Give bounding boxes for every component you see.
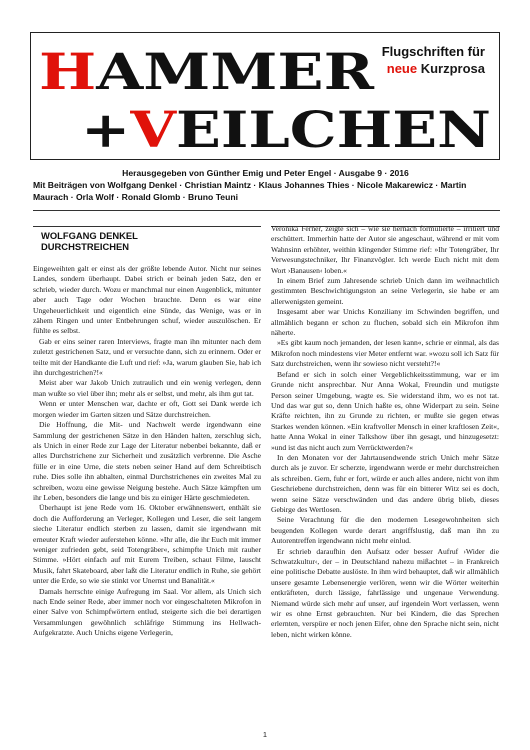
subtitle-line-1: Flugschriften für <box>381 44 485 59</box>
logo-line-1: H A M M E R <box>39 42 366 101</box>
paragraph: Damals herrschte einige Aufregung im Saal. Vor allem, als Unich sich nach Ende seiner Rede, aber immer noch vor eingeschalteten Mikrofon in einer Salve von Schimpfwörtern entlud, steigerte sich die bei derartigen Versammlungen gewöhnlich schläfrige Stimmung ins Hellwach-Aufgekratzte. Auch Unichs eigene Verlegerin, <box>33 586 261 638</box>
paragraph: In den Monaten vor der Jahrtausendwende strich Unich mehr Sätze durch als je zuvor. Er scherzte, irgendwann werde er mehr durchstreichen als schreiben. Gern, fuhr er fort, würde er auch alles andere, nicht von ihm Geschriebene durchstreichen, denn was für ein bitterer Witz sei es doch, wenn seine Sätze verschwänden und das andere übrig blieb, dieses Gebirge des Wertlosen. <box>271 452 499 514</box>
paragraph: Eingeweihten galt er einst als der größte lebende Autor. Nicht nur seines Landes, sondern überhaupt. Dabei strich er beinah jeden Satz, den er schrieb, wieder durch. Wozu er manchmal nur einen Augenblick, mitunter aber auch Tage oder Wochen brauchte. Denn es war eine Ungeheuerlichkeit und eigentlich eine Sünde, das Wenige, was er in zähem Ringen und unter Entbehrungen schuf, wieder auszulöschen. Er fühlte es selbst. <box>33 264 261 336</box>
credits-line-2: Mit Beiträgen von Wolfgang Denkel · Christian Maintz · Klaus Johannes Thies · Nicole Makarewicz · Martin <box>33 180 467 190</box>
masthead <box>30 32 500 160</box>
credits-line-3: Maurach · Orla Wolf · Ronald Glomb · Bruno Teuni <box>33 192 238 202</box>
paragraph: Gab er eins seiner raren Interviews, fragte man ihn mitunter nach dem zuletzt gestrichenen Satz, und er versuchte dann, sich zu erinnern. Oder er teilte mit der Handkante die Luft und rief: »Ja, warum glauben Sie, hab ich ihn durchgestrichen?!« <box>33 336 261 378</box>
page-number: 1 <box>262 730 268 739</box>
subtitle-rest: Kurzprosa <box>417 61 485 76</box>
paragraph: Befand er sich in solch einer Vergeblichkeitsstimmung, war er im Grunde nicht ansprechbar. Nur Anna Wokal, Freundin und mutigste Person seiner Umgebung, wagte es. Sie widerstand ihm, wo es not tat. Und das war gut so, denn Unich haßte es, ohne Widerpart zu sein. Seine Kräfte reichten, ihn zu Grunde zu richten, er mußte sie gegen etwas Starkes wenden können. »Ein kraftvoller Mensch in einer kraftlosen Zeit«, hatte Anna Wokal in einer Talkshow über ihn gesagt, und hinzugesetzt: »und ist das nicht auch zum Verrücktwerden?« <box>271 369 499 452</box>
paragraph: Die Hoffnung, die Mit- und Nachwelt werde irgendwann eine Sammlung der gestrichenen Sätze in den Händen halten, zerschlug sich, als Unich in einer Rede zur Lage der Literatur nebenbei bekannte, daß er alles Durchstrichene zur Sicherheit und zusätzlich verbrenne. Die Asche fülle er in eine Urne, die stets neben seiner Hand auf dem Schreibtisch ruhe. Dies solle ihn abhalten, einmal Durchstrichenes ein zweites Mal zu schreiben, wozu eine gewisse Neigung bestehe. Auch Sätze kämpften um ihr Leben, besonders die lange und bis zu einiger Härte geschmiedeten. <box>33 420 261 502</box>
paragraph: Insgesamt aber war Unichs Konziliany im Schwinden begriffen, und allmählich begann er schon zu fluchen, sobald sich ein Mikrofon ihm näherte. <box>271 307 499 338</box>
credits <box>33 167 498 203</box>
subtitle-red-word: neue <box>386 61 418 76</box>
paragraph: Er schrieb daraufhin den Aufsatz oder besser Aufruf ›Wider die Schwatzkultur‹, der – in Deutschland nahezu mißachtet – in Frankreich eine politische Debatte auslöste. In ihm wird behauptet, daß wir allmählich unsere gesamte Lebensenergie verlören, wenn wir die Wörter weiterhin entkräfteten, durch lässige, fahrlässige und ungenaue Verwendung. Niemand würde sich mehr auf unser, auf irgendein Wort verlassen, wenn wir es ohne Ernst gebrauchten. Nur bei Kindern, die das Sprechen erlernten, verspüre er noch jenen Eifer, ohne den Sprache nicht sein, nicht leben, nicht wirken könne. <box>271 546 499 639</box>
credits-line-1: Herausgegeben von Günther Emig und Peter Engel · Ausgabe 9 · 2016 <box>122 168 409 178</box>
subtitle-line-2 <box>382 60 485 77</box>
article-heading <box>33 230 261 252</box>
paragraph: »Es gibt kaum noch jemanden, der lesen kann«, schrie er einmal, als das Mikrofon noch mindestens vier Meter entfernt war. »wozu soll ich Satz für Satz durchstreichen, wenn ihr sowieso nicht versteht?!« <box>271 338 499 369</box>
divider-rule <box>33 210 500 211</box>
right-paragraphs <box>271 224 499 640</box>
paragraph: Wenn er unter Menschen war, dachte er oft, Gott sei Dank werde ich morgen wieder im Garten sitzen und Sätze durchstreichen. <box>33 399 261 419</box>
article-column-left <box>33 224 261 639</box>
left-paragraphs <box>33 264 261 639</box>
article-author: WOLFGANG DENKEL <box>41 230 138 241</box>
paragraph: Überhaupt ist jene Rede vom 16. Oktober erwähnenswert, enthält sie doch die Aufforderung an Verleger, Kollegen und Leser, die seit langem sieche Literatur endlich sterben zu lassen, damit sie irgendwann mit erneuter Kraft wieder auferstehen könne. »Ihr alle, die ihr Euch mit immer weniger zufrieden gebt, seid Totengräber«, schimpfte Unich mit rauher Stimme. »Hört einfach auf mit Eurem Treiben, schaut Filme, lauscht Musik, fahrt Skateboard, aber laßt die Literatur endlich in Ruhe, sie gehört unter die Erde, so wie sie stinkt vor Unernst und Banalität.« <box>33 503 261 586</box>
paragraph: Veronika Ferner, zeigte sich – wie sie hernach formulierte – irritiert und erschüttert. Immerhin hatte der Autor sie angeschaut, während er mit vom Wahnsinn erhöhter, weithin klingender Stimme rief: »Ihr Totengräber, Ihr Verwesungstechniker, Ihr Finanzvögler. Ich werde Euch nicht mit dem Wort ›Banausen‹ loben.« <box>271 224 499 275</box>
article-column-right <box>271 224 499 640</box>
article-title: DURCHSTREICHEN <box>41 241 130 252</box>
paragraph: Seine Verachtung für die den modernen Lesegewohnheiten sich beugenden Kollegen wurde derart angriffslustig, daß man ihn zu Autorentreffen irgendwann nicht mehr einlud. <box>271 515 499 546</box>
paragraph: In einem Brief zum Jahresende schrieb Unich dann im weihnachtlich gestimmten Beschwichtigungston an seine Verlegerin, sie habe er am allerwenigsten gemeint. <box>271 276 499 306</box>
logo-line-2: + V E IL C H E N <box>81 100 483 159</box>
paragraph: Meist aber war Jakob Unich zutraulich und ein wenig verlegen, denn man wußte so viel über ihn; mehr als er selbst, und mehr, als ihm gut tat. <box>33 378 261 398</box>
masthead-subtitle <box>382 43 485 77</box>
